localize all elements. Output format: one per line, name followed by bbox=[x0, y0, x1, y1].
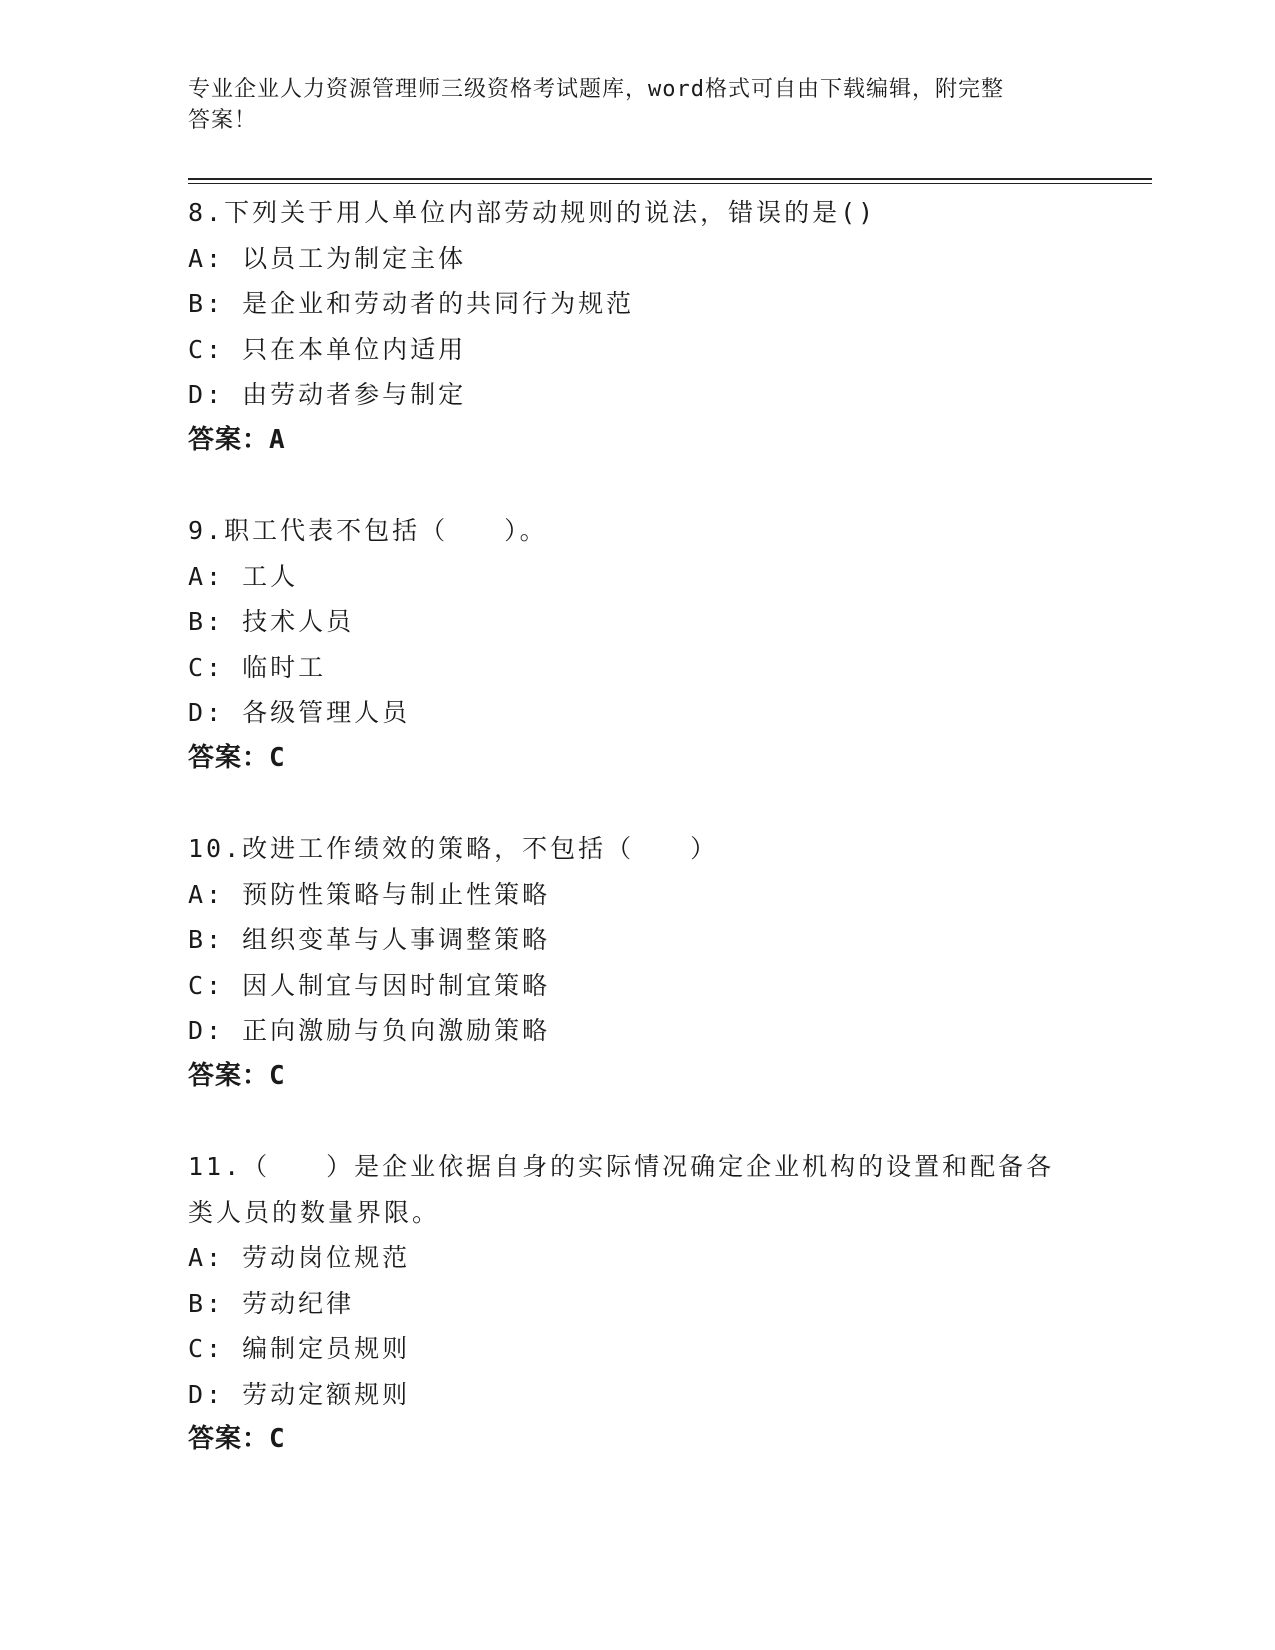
correct-answer: 答案：C bbox=[188, 742, 286, 773]
answer-option: C: 编制定员规则 bbox=[188, 1334, 411, 1363]
answer-option: D: 由劳动者参与制定 bbox=[188, 380, 467, 409]
header-line-1: 专业企业人力资源管理师三级资格考试题库，word格式可自由下载编辑，附完整 bbox=[188, 77, 1004, 102]
answer-option: A: 预防性策略与制止性策略 bbox=[188, 879, 551, 909]
answer-option: C: 只在本单位内适用 bbox=[188, 334, 467, 364]
correct-answer: 答案：C bbox=[188, 1060, 286, 1091]
answer-option: B: 技术人员 bbox=[188, 607, 355, 636]
header-line-2: 答案！ bbox=[188, 108, 258, 133]
answer-option: B: 劳动纪律 bbox=[188, 1288, 355, 1318]
answer-option: C: 临时工 bbox=[188, 652, 327, 682]
question-stem: 11.（ ）是企业依据自身的实际情况确定企业机构的设置和配备各 bbox=[188, 1152, 1055, 1181]
document-header bbox=[188, 74, 1088, 136]
question-block bbox=[188, 190, 1088, 463]
answer-option: A: 以员工为制定主体 bbox=[188, 243, 467, 273]
answer-option: D: 正向激励与负向激励策略 bbox=[188, 1016, 551, 1045]
answer-option: A: 工人 bbox=[188, 561, 299, 591]
header-divider-thin bbox=[188, 183, 1152, 184]
question-stem: 8.下列关于用人单位内部劳动规则的说法，错误的是() bbox=[188, 198, 877, 227]
correct-answer: 答案：A bbox=[188, 424, 286, 455]
answer-option: A: 劳动岗位规范 bbox=[188, 1243, 411, 1272]
header-divider-thick bbox=[188, 178, 1152, 180]
question-block bbox=[188, 508, 1088, 781]
answer-option: D: 各级管理人员 bbox=[188, 698, 411, 727]
correct-answer: 答案：C bbox=[188, 1424, 286, 1454]
question-stem: 类人员的数量界限。 bbox=[188, 1197, 441, 1227]
answer-option: D: 劳动定额规则 bbox=[188, 1379, 411, 1409]
answer-option: C: 因人制宜与因时制宜策略 bbox=[188, 970, 551, 1000]
question-block bbox=[188, 1144, 1088, 1463]
question-list bbox=[188, 190, 1088, 1508]
answer-option: B: 组织变革与人事调整策略 bbox=[188, 925, 551, 954]
answer-option: B: 是企业和劳动者的共同行为规范 bbox=[188, 289, 635, 318]
question-stem: 10.改进工作绩效的策略，不包括（ ） bbox=[188, 834, 719, 863]
question-stem: 9.职工代表不包括（ ）。 bbox=[188, 516, 548, 545]
question-block bbox=[188, 826, 1088, 1099]
